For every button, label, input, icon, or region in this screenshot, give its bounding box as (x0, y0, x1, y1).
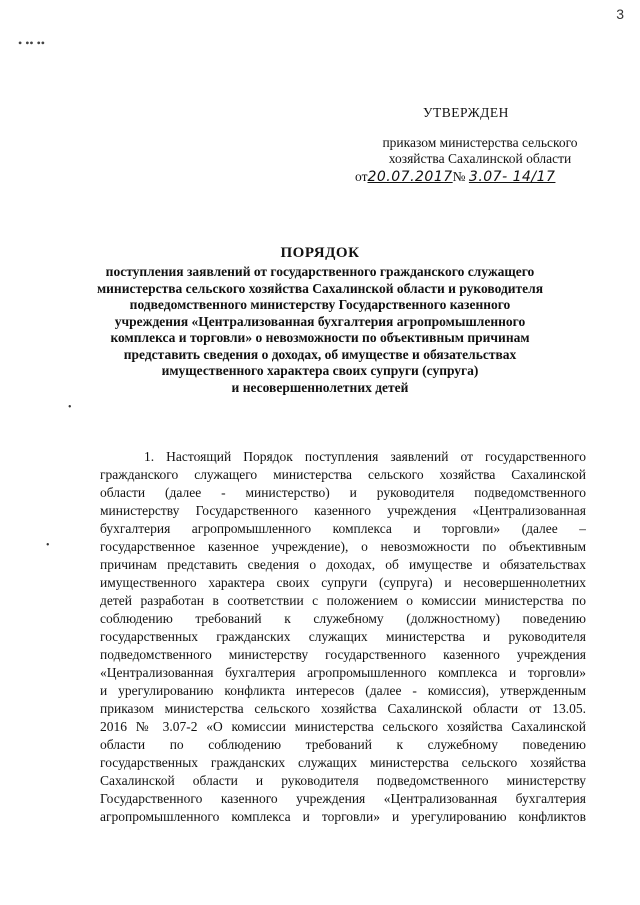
body-line: приказом министерства сельского хозяйства Сахалинской области от 13.05. (100, 701, 586, 716)
body-paragraph (100, 448, 586, 826)
body-line: бухгалтерия агропромышленного комплекса и торговли» (далее – (100, 521, 586, 536)
subtitle-line: министерства сельского хозяйства Сахалинской области и руководителя (96, 280, 544, 296)
approval-signature-line (355, 169, 605, 185)
body-line: причинам представить сведения о доходах, об имуществе и обязательствах (100, 557, 586, 572)
body-line: государственное казенное учреждение), о невозможности по объективным (100, 539, 586, 554)
body-line: соблюдению требований к служебному (должностному) поведению (100, 611, 586, 626)
body-line: 2016 № 3.07-2 «О комиссии министерства сельского хозяйства Сахалинской (100, 719, 586, 734)
body-line: государственных гражданских служащих министерства сельского хозяйства (100, 755, 586, 770)
subtitle-line: комплекса и торговли» о невозможности по объективным причинам (110, 330, 530, 345)
body-line: детей разработан в соответствии с положением о комиссии министерства по (100, 593, 586, 608)
subtitle-line: учреждения «Централизованная бухгалтерия агропромышленного (114, 313, 526, 329)
body-line: подведомственного министерству государственного казенного учреждения (100, 647, 586, 662)
body-line: министерству Государственного казенного учреждения «Централизованная (100, 503, 586, 518)
approval-block (355, 105, 605, 185)
subtitle-line: подведомственного министерству Государственного казенного (129, 297, 511, 312)
handwritten-date: 20.07.2017 (367, 169, 453, 185)
sign-prefix: от (355, 169, 368, 184)
title-subtitle (80, 264, 560, 396)
number-sign: № (452, 169, 466, 184)
scan-artifact: • •• •• (18, 36, 46, 50)
body-line: области (далее - министерство) и руководителя подведомственного (100, 485, 586, 500)
handwritten-order-number: 3.07- 14/17 (468, 169, 556, 185)
approval-line: приказом министерства сельского (382, 135, 578, 150)
body-line: Государственного казенного учреждения «Централизованная бухгалтерия (100, 791, 586, 806)
document-title (80, 245, 560, 396)
body-line: 1. Настоящий Порядок поступления заявлений от государственного (144, 449, 586, 464)
page-number: 3 (616, 6, 624, 22)
body-line: гражданского служащего министерства сельского хозяйства Сахалинской (100, 467, 586, 482)
subtitle-line: представить сведения о доходах, об имуществе и обязательствах (123, 346, 517, 362)
approval-line: хозяйства Сахалинской области (388, 151, 572, 166)
subtitle-line: имущественного характера своих супруги (супруга) (161, 363, 479, 378)
body-line: агропромышленного комплекса и торговли» и урегулированию конфликтов (100, 809, 586, 824)
body-line: области по соблюдению требований к служебному поведению (100, 737, 586, 752)
scan-speck: • (68, 402, 72, 413)
subtitle-line: поступления заявлений от государственного гражданского служащего (105, 264, 535, 279)
body-line: «Централизованная бухгалтерия агропромышленного комплекса и торговли» (100, 665, 586, 680)
subtitle-line: и несовершеннолетних детей (231, 379, 409, 395)
scan-speck: • (46, 540, 50, 551)
body-line: и урегулированию конфликта интересов (далее - комиссия), утвержденным (100, 683, 586, 698)
body-line: государственных гражданских служащих министерства и руководителя (100, 629, 586, 644)
body-line: имущественного характера своих супруги (супруга) и несовершеннолетних (100, 575, 586, 590)
body-line: Сахалинской области и руководителя подведомственного министерству (100, 773, 586, 788)
title-heading: ПОРЯДОК (280, 245, 360, 261)
approval-title: УТВЕРЖДЕН (423, 105, 509, 120)
